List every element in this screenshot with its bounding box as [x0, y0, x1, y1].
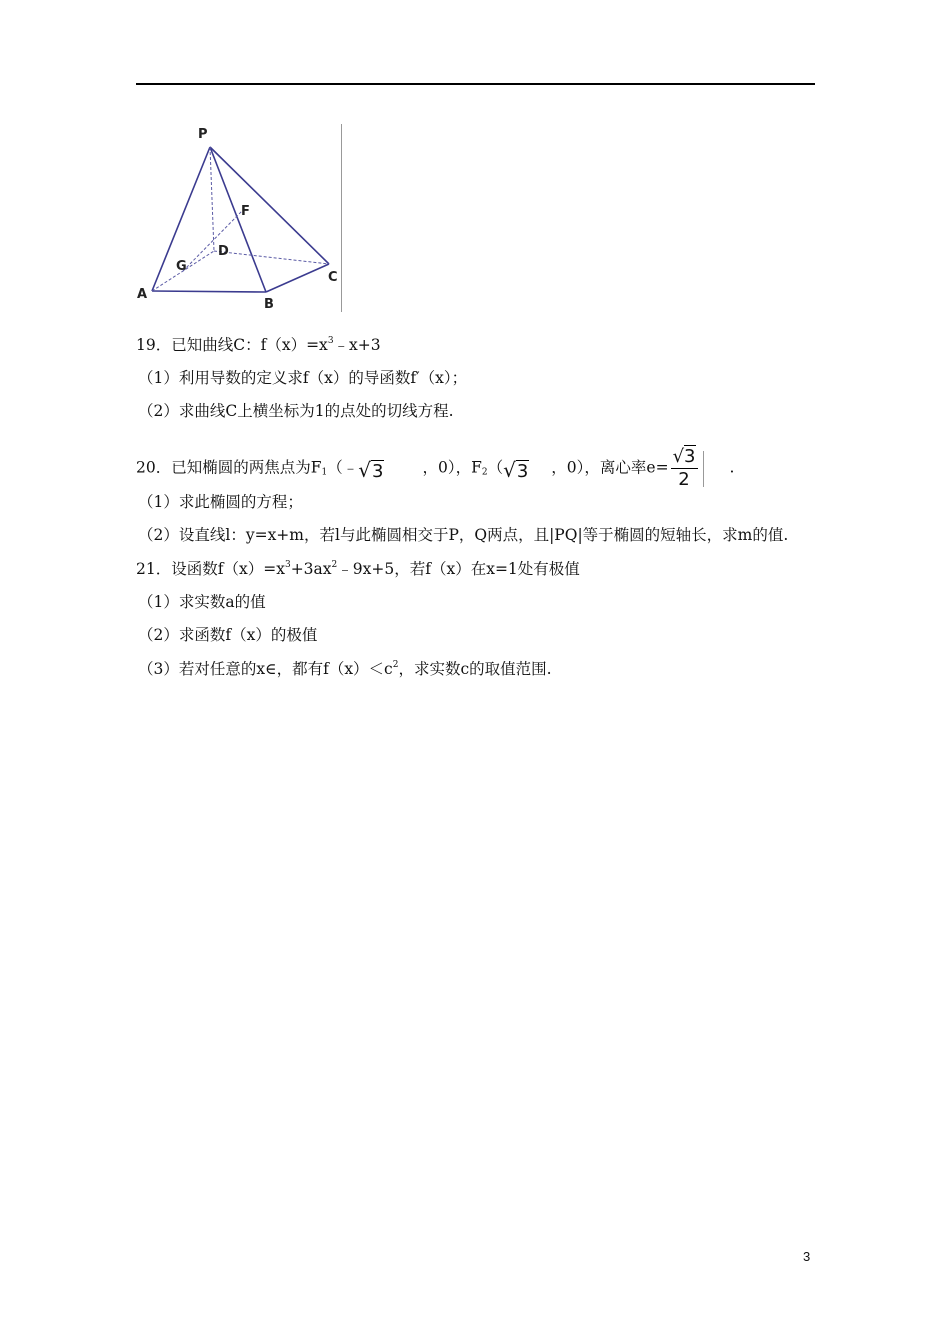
text: .: [729, 458, 735, 477]
text: （: [487, 458, 504, 477]
exponent: 3: [327, 336, 334, 346]
label-d: D: [218, 244, 229, 259]
question-20-part-2: （2）设直线l：y=x+m，若l与此椭圆相交于P，Q两点，且|PQ|等于椭圆的短轴长，求m的值.: [138, 526, 789, 544]
label-p: P: [198, 127, 208, 142]
question-number: 20．: [136, 458, 172, 477]
question-21-part-3: [138, 659, 552, 679]
question-19-part-1: （1）利用导数的定义求f（x）的导函数f′（x）；: [138, 369, 468, 387]
exponent: 2: [392, 660, 399, 670]
question-19-part-2: （2）求曲线C上横坐标为1的点处的切线方程.: [138, 402, 454, 420]
text: （3）若对任意的x∈，都有f（x）＜c: [138, 660, 393, 678]
text: ﹣9x+5，若f（x）在x=1处有极值: [337, 560, 580, 578]
text: ﹣x+3: [333, 336, 381, 354]
exponent: 3: [284, 560, 291, 570]
divider: [703, 451, 704, 487]
text: 已知椭圆的两焦点为F: [171, 458, 322, 477]
sqrt-3: √3: [358, 457, 384, 482]
edge-pb: [210, 147, 266, 292]
exponent: 2: [331, 560, 338, 570]
text: ，0），F: [422, 458, 482, 477]
text: +3ax: [290, 560, 332, 578]
subscript: 1: [321, 467, 328, 478]
edge-pd: [210, 147, 214, 251]
eccentricity-fraction: $\frac{√3}{2}$: [672, 446, 696, 490]
edge-dc: [214, 251, 329, 264]
edge-ab: [152, 291, 266, 292]
figure-border: [341, 124, 342, 312]
text: ，求实数c的取值范围.: [398, 660, 552, 678]
question-21-part-1: （1）求实数a的值: [138, 593, 266, 611]
text: ，0），离心率e=: [551, 458, 669, 477]
text: 已知曲线C：f（x）=x: [171, 336, 328, 354]
label-f: F: [241, 204, 250, 219]
text: 设函数f（x）=x: [171, 560, 285, 578]
page-number: 3: [803, 1249, 811, 1264]
label-b: B: [264, 297, 274, 312]
label-a: A: [137, 287, 148, 302]
question-21-stem: [136, 559, 580, 579]
subscript: 2: [481, 467, 488, 478]
label-c: C: [328, 270, 338, 285]
question-number: 21．: [136, 560, 172, 578]
question-21-part-2: （2）求函数f（x）的极值: [138, 626, 318, 644]
text: （﹣: [327, 458, 359, 477]
question-20-part-1: （1）求此椭圆的方程；: [138, 493, 303, 511]
sqrt-3: √3: [503, 457, 529, 482]
label-g: G: [176, 259, 187, 274]
question-19-stem: [136, 335, 381, 355]
header-rule: [136, 83, 815, 85]
segment-gf: [183, 211, 242, 271]
question-20-stem: [136, 446, 734, 491]
pyramid-figure: [132, 118, 347, 316]
edge-bc: [266, 264, 329, 292]
question-number: 19．: [136, 336, 172, 354]
